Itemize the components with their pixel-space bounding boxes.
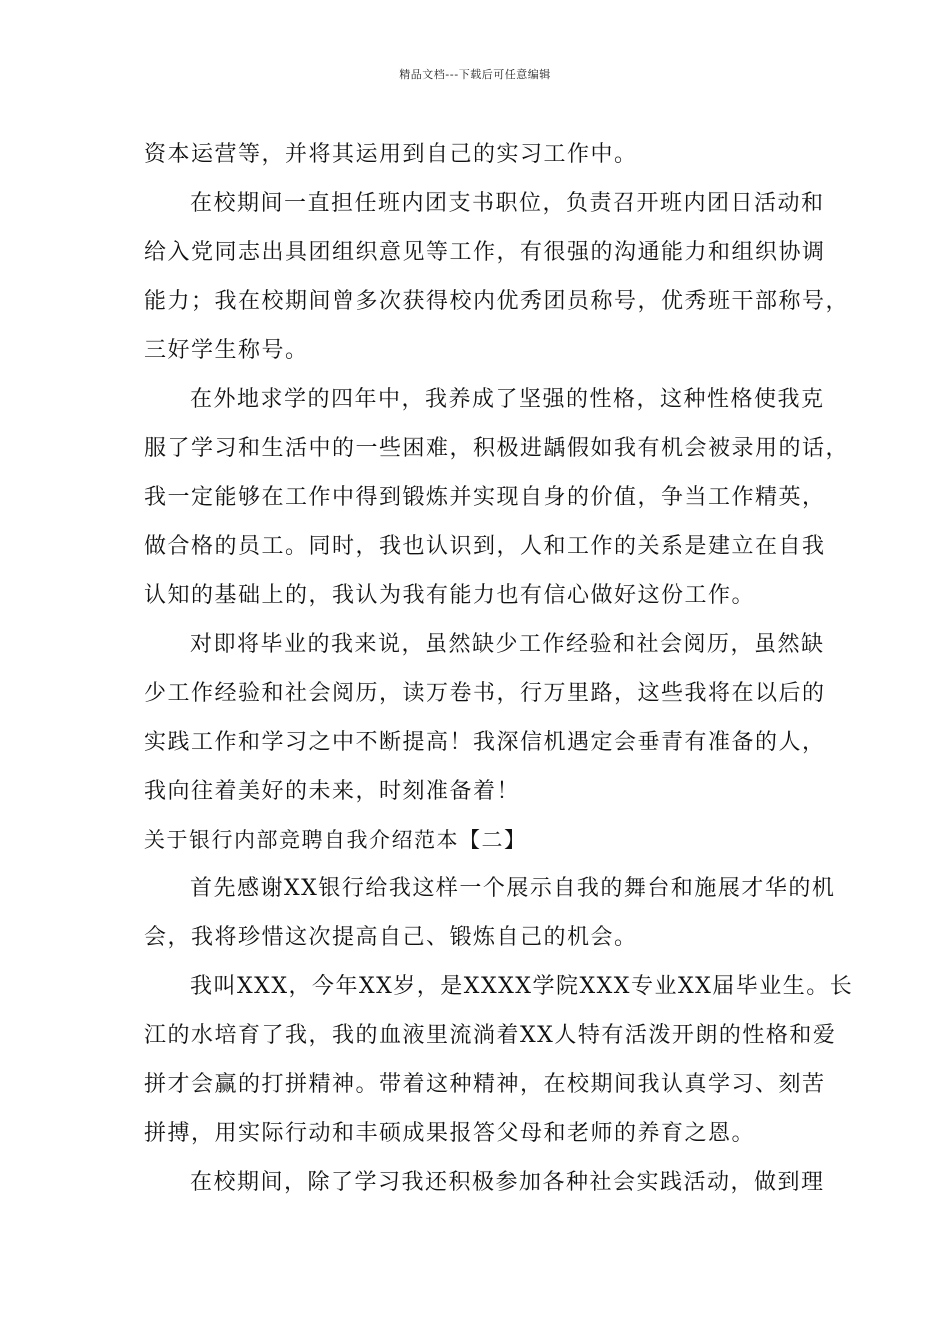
text-line: 做合格的员工。同时，我也认识到，人和工作的关系是建立在自我 [144, 534, 826, 559]
text-line: 我向往着美好的未来，时刻准备着！ [144, 779, 521, 804]
text-line: 会，我将珍惜这次提高自己、锻炼自己的机会。 [144, 925, 638, 950]
text-line: 资本运营等，并将其运用到自己的实习工作中。 [144, 142, 638, 167]
text-line: 我叫XXX，今年XX岁，是XXXX学院XXX专业XX届毕业生。长 [190, 974, 854, 999]
text-line: 在外地求学的四年中，我养成了坚强的性格，这种性格使我克 [190, 387, 825, 412]
text-line: 给入党同志出具团组织意见等工作，有很强的沟通能力和组织协调 [144, 240, 826, 265]
text-line: 拼才会赢的打拼精神。带着这种精神，在校期间我认真学习、刻苦 [144, 1072, 826, 1097]
text-line: 江的水培育了我，我的血液里流淌着XX人特有活泼开朗的性格和爱 [144, 1023, 837, 1048]
text-line: 认知的基础上的，我认为我有能力也有信心做好这份工作。 [144, 583, 756, 608]
page-header: 精品文档---下载后可任意编辑 [399, 68, 551, 81]
text-line: 对即将毕业的我来说，虽然缺少工作经验和社会阅历，虽然缺 [190, 632, 825, 657]
text-line: 少工作经验和社会阅历，读万卷书，行万里路，这些我将在以后的 [144, 681, 826, 706]
text-line: 三好学生称号。 [144, 338, 309, 363]
document-body [144, 130, 854, 1207]
text-line: 实践工作和学习之中不断提高！我深信机遇定会垂青有准备的人， [144, 730, 826, 755]
section-heading: 关于银行内部竞聘自我介绍范本【二】 [144, 828, 527, 852]
text-line: 首先感谢XX银行给我这样一个展示自我的舞台和施展才华的机 [190, 876, 836, 901]
text-line: 在校期间一直担任班内团支书职位，负责召开班内团日活动和 [190, 191, 825, 216]
text-line: 服了学习和生活中的一些困难，积极进龋假如我有机会被录用的话， [144, 436, 850, 461]
text-line: 我一定能够在工作中得到锻炼并实现自身的价值，争当工作精英， [144, 485, 826, 510]
text-line: 能力；我在校期间曾多次获得校内优秀团员称号，优秀班干部称号， [144, 289, 850, 314]
text-line: 拼搏，用实际行动和丰硕成果报答父母和老师的养育之恩。 [144, 1121, 756, 1146]
text-line: 在校期间，除了学习我还积极参加各种社会实践活动，做到理 [190, 1170, 825, 1195]
